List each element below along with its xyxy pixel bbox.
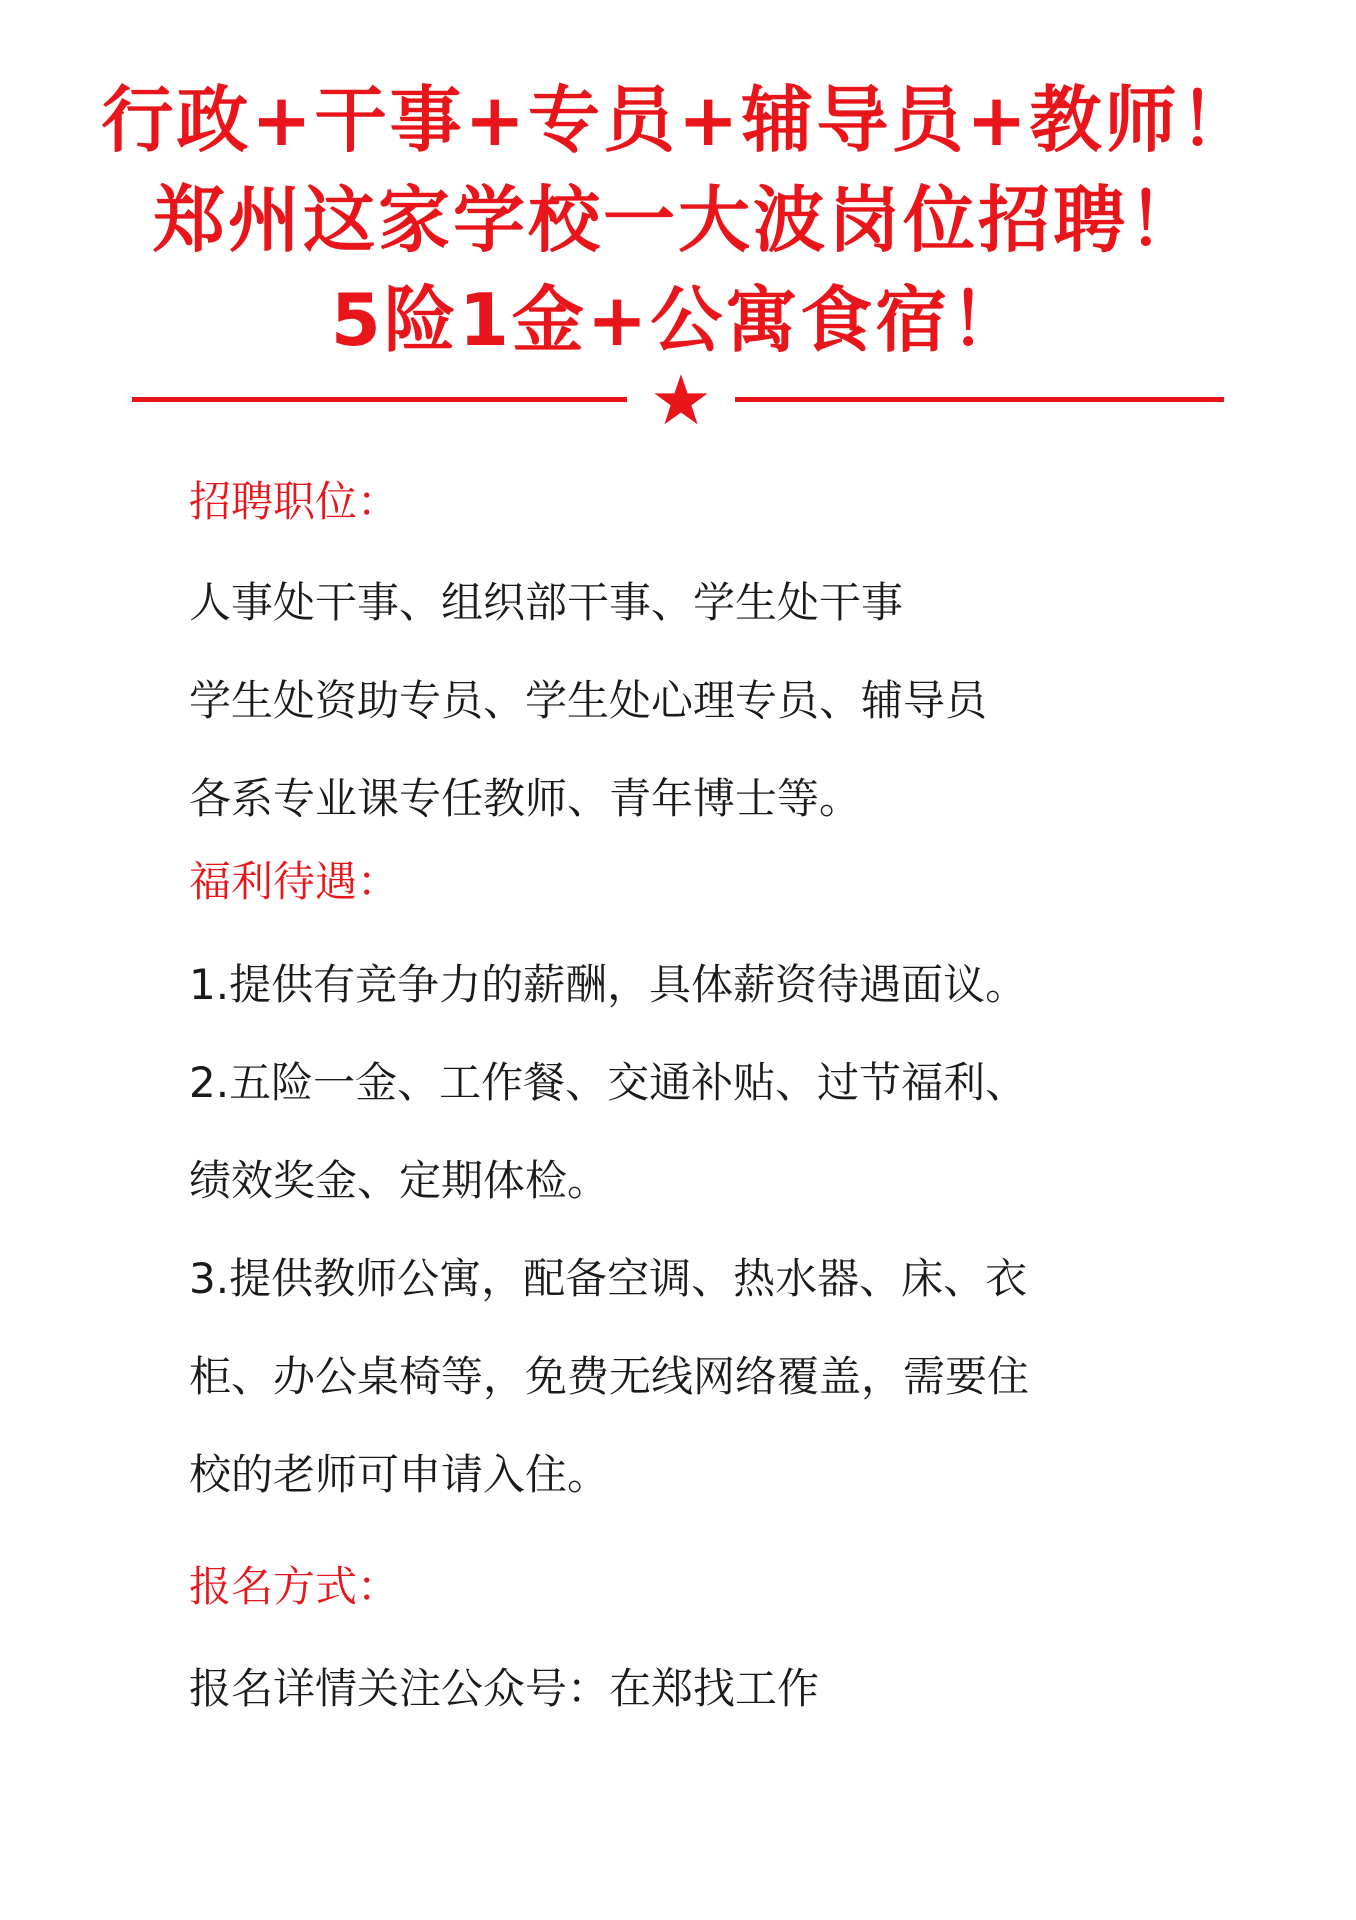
benefits-line: 校的老师可申请入住。	[189, 1450, 610, 1499]
divider-line-right	[735, 397, 1224, 402]
star-icon	[653, 372, 709, 428]
signup-section	[189, 1555, 399, 1619]
headline-line-1: 行政+干事+专员+辅导员+教师！	[101, 78, 1255, 162]
benefits-line: 2.五险一金、工作餐、交通补贴、过节福利、	[189, 1058, 1028, 1107]
signup-heading: 报名方式：	[189, 1562, 400, 1611]
signup-list	[189, 1640, 819, 1738]
headline-line-2: 郑州这家学校一大波岗位招聘！	[152, 178, 1203, 262]
benefits-line: 1.提供有竞争力的薪酬，具体薪资待遇面议。	[189, 960, 1028, 1009]
headline	[0, 70, 1356, 370]
jobs-line: 学生处资助专员、学生处心理专员、辅导员	[189, 676, 988, 725]
divider-line-left	[132, 397, 627, 402]
benefits-heading: 福利待遇：	[189, 857, 400, 906]
benefits-line: 3.提供教师公寓，配备空调、热水器、床、衣	[189, 1254, 1028, 1303]
benefits-line: 绩效奖金、定期体检。	[189, 1156, 610, 1205]
star-divider	[132, 380, 1224, 440]
benefits-section	[189, 850, 399, 914]
jobs-list	[189, 554, 987, 848]
signup-line: 报名详情关注公众号：在郑找工作	[189, 1664, 820, 1713]
jobs-heading: 招聘职位：	[189, 477, 400, 526]
headline-line-3: 5险1金+公寓食宿！	[330, 278, 1026, 362]
jobs-line: 各系专业课专任教师、青年博士等。	[189, 774, 862, 823]
jobs-line: 人事处干事、组织部干事、学生处干事	[189, 578, 904, 627]
benefits-line: 柜、办公桌椅等，免费无线网络覆盖，需要住	[189, 1352, 1030, 1401]
jobs-section	[189, 470, 399, 534]
benefits-list	[189, 936, 1029, 1524]
